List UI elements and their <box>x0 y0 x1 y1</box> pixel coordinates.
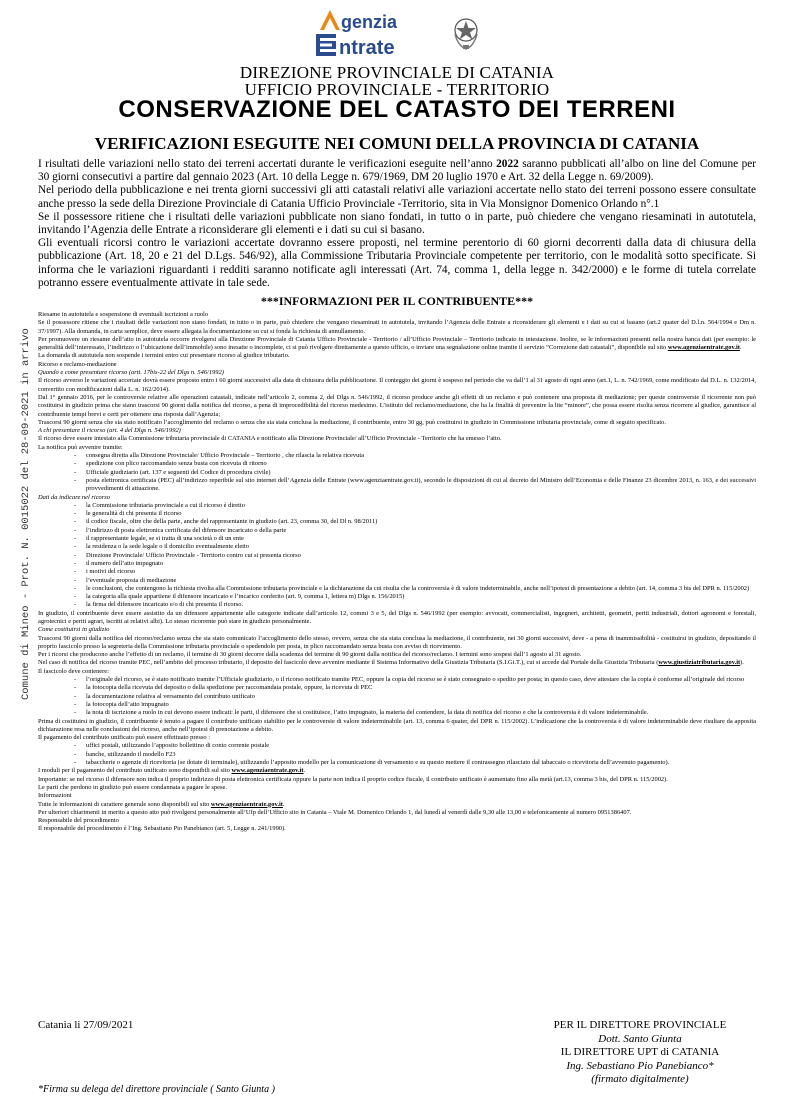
payment-list <box>38 742 756 767</box>
page-subtitle: VERIFICAZIONI ESEGUITE NEI COMUNI DELLA PROVINCIA DI CATANIA <box>94 134 700 153</box>
signature-line: Ing. Sebastiano Pio Panebianco* <box>566 1059 714 1072</box>
info-paragraph: Nel caso di notifica del ricorso tramite PEC, nell’ambito del processo tributario, il deposito del fascicolo deve avvenire mediante il Sistema Informativo della Giustizia Tributaria (S.I.Gi.T.), cui si accede dal Portale della Giustizia Tributaria (www.giustiziatributaria.gov.it). <box>38 659 744 667</box>
signature-line: Dott. Santo Giunta <box>598 1032 682 1045</box>
info-paragraph: La notifica può avvenire tramite: <box>38 443 123 451</box>
intro-paragraph: Gli eventuali ricorsi contro le variazioni accertate dovranno essere proposti, nel termine perentorio di 60 giorni decorrenti dalla data di chiusura della pubblicazione (Art. 18, 20 e 21 del D.Lgs. 546/92), alla Commissione Tributaria Provinciale competente per territorio, con le modalità sotto specificate. Si informa che le variazioni riguardanti i redditi saranno notificate agli interessati (Art. 74, comma 1, della legge n. 342/2000) e le forme di tutela correlate potranno essere eventualmente attivate in tale sede. <box>38 237 756 289</box>
giustizia-link[interactable]: www.giustiziatributaria.gov.it <box>658 659 741 667</box>
info-paragraph: Per promuovere un riesame dell’atto in autotutela occorre rivolgersi alla Direzione Provinciale di Catania Ufficio Provinciale - Territorio / all’Ufficio Provinciale – Territorio indicato in intestazione. Inoltre, se le informazioni presenti nella nostra banca dati (per esempio: le generalità dell’interessato, l’indirizzo o l’ubicazione dell’immobile) sono inesatte o incomplete, ci si può rivolgere direttamente a questo ufficio, o inviare una segnalazione online tramite il servizio “Correzione dati catastali”, disponibile sul sito www.agenziaentrate.gov.it. <box>38 335 756 352</box>
info-paragraph: Le parti che perdono in giudizio può essere condannata a pagare le spese. <box>38 783 227 791</box>
info-paragraph: Il ricorso avverso le variazioni accertate dovrà essere proposto entro i 60 giorni successivi alla data di chiusura della pubblicazione. Il conteggio dei giorni è sospeso nel periodo che va dall’1 al 31 agosto di ogni anno (art.1, L. n. 742/1969, come modificato dal D.L. n. 132/2014, convertito con modificazioni dalla L. n. 162/2014). <box>38 377 756 393</box>
list-item: - le generalità di chi presenta il ricorso <box>86 510 756 518</box>
logo-text-1: genzia <box>341 12 398 32</box>
info-paragraph: Il fascicolo deve contenere: <box>38 667 109 675</box>
header-ufficio: UFFICIO PROVINCIALE - TERRITORIO <box>244 80 550 99</box>
list-item: - la firma del difensore incaricato e/o di chi presenta il ricorso. <box>86 601 756 609</box>
list-item: - il codice fiscale, oltre che della parte, anche del rappresentante in giudizio (art. 23, comma 30, del Dl n. 98/2011) <box>86 518 756 526</box>
list-item: - consegna diretta alla Direzione Provinciale/ Ufficio Provinciale – Territorio , che rilascia la relativa ricevuta <box>86 452 756 460</box>
info-paragraph: Il pagamento del contributo unificato può essere effettuato presso : <box>38 734 211 742</box>
info-paragraph: La domanda di autotutela non sospende i termini entro cui presentare ricorso al giudice tributario. <box>38 352 290 360</box>
info-paragraph: Per ulteriori chiarimenti in merito a questo atto può rivolgersi personalmente all’Ufp dell’Ufficio sito in Catania – Viale M. Domenico Orlando 1, dal lunedì al venerdì dalle 9,30 alle 13,00 e telefonicamente al numero 0951386407. <box>38 808 632 816</box>
info-body <box>38 311 756 834</box>
info-paragraph: Prima di costituirsi in giudizio, il contribuente è tenuto a pagare il contributo unificato stabilito per le controversie di valore indeterminabile (art. 13, comma 6 quater, del DPR n. 115/2002). L’indicazione che la controversia è di valore indeterminabile deve risultare da apposita dichiarazione resa nelle conclusioni del ricorso, anche nell’ipotesi di prenotazione a debito. <box>38 717 756 733</box>
section-heading: Informazioni <box>38 792 72 800</box>
list-item: - la residenza o la sede legale o il domicilio eventualmente eletto <box>86 543 756 551</box>
list-item: - la fotocopia della ricevuta del deposito o della spedizione per raccomandata postale, oppure, la ricevuta di PEC <box>86 684 756 692</box>
info-section-title: ***INFORMAZIONI PER IL CONTRIBUENTE*** <box>260 294 534 308</box>
protocol-stamp-text: Comune di Mineo - Prot. N. 0015022 del 28-09-2021 in arrivo <box>20 328 32 700</box>
list-item: - l’originale del ricorso, se è stato notificato tramite l’Ufficiale giudiziario, o il ricorso notificato tramite PEC, oppure la copia del ricorso se è stato consegnato o spedito per posta; in questo caso, deve attestare che la copia è conforme all’originale del ricorso <box>86 676 756 684</box>
signature-line: (firmato digitalmente) <box>591 1073 689 1085</box>
site-link[interactable]: www.agenziaentrate.gov.it <box>231 767 304 775</box>
info-paragraph: I moduli per il pagamento del contributo unificato sono disponibili sul sito www.agenziaentrate.gov.it. <box>38 767 306 775</box>
signature-line: PER IL DIRETTORE PROVINCIALE <box>553 1019 727 1031</box>
info-paragraph: Il ricorso deve essere intestato alla Commissione tributaria provinciale di CATANIA e notificato alla Direzione Provinciale/ all’Ufficio Provinciale - Territorio che ha emesso l’atto. <box>38 435 502 443</box>
info-paragraph: Dal 1° gennaio 2016, per le controversie relative alle operazioni catastali, indicate nell’articolo 2, comma 2, del Dlgs n. 546/1992, il ricorso produce anche gli effetti di un reclamo e può contenere una proposta di mediazione; per queste controversie il ricorrente non può costituirsi in giudizio prima che siano trascorsi 90 giorni dalla notifica del ricorso, a pena di improcedibilità del ricorso medesimo. L’istituto del reclamo/mediazione, che ha la finalità di prevenire la lite “minore”, che possa essere risolta senza ricorrere al giudice, garantisce al contribuente tempi brevi e certi per ottenere una risposta dall’Agenzia; <box>38 393 756 418</box>
list-item: - le conclusioni, che contengono la richiesta rivolta alla Commissione tributaria provinciale e la dichiarazione da cui risulta che la controversia è di valore indeterminabile, anche nell’ipotesi di presentazione a debito (art. 14, comma 3 bis del DPR n. 115/2002) <box>86 585 756 593</box>
signature-line: IL DIRETTORE UPT di CATANIA <box>560 1046 720 1058</box>
list-item: - Direzione Provinciale/ Ufficio Provinciale - Territorio contro cui si presenta ricorso <box>86 552 756 560</box>
fascicolo-list <box>38 676 756 717</box>
signature-block <box>520 1019 760 1087</box>
footnote: *Firma su delega del direttore provinciale ( Santo Giunta ) <box>38 1084 275 1095</box>
list-item: - la categoria alla quale appartiene il difensore incaricato e l’incarico conferito (art. 9, comma 1, lettera m) Dlgs n. 156/2015) <box>86 593 756 601</box>
list-item: - l’indirizzo di posta elettronica certificata del difensore incaricato o della parte <box>86 527 756 535</box>
section-heading: Riesame in autotutela e sospensione di eventuali iscrizioni a ruolo <box>38 311 209 318</box>
info-paragraph: Trascorsi 90 giorni dalla notifica del ricorso/reclamo senza che sia stato comunicato l’accoglimento dello stesso, ovvero, senza che sia stata conclusa la mediazione, il contribuente, nei 30 giorni successivi, deve - a pena di inammissibilità - costituirsi in giudizio, depositando il proprio fascicolo presso la segreteria della Commissione tributaria provinciale o spedendolo per posta, in plico raccomandato senza busta con avviso di ricevimento. <box>38 634 756 650</box>
page-title: CONSERVAZIONE DEL CATASTO DEI TERRENI <box>118 96 676 123</box>
data-list <box>38 502 756 610</box>
protocol-stamp <box>6 328 32 700</box>
info-paragraph: Se il possessore ritiene che i risultati delle variazioni non siano fondati, in tutto o in parte, può chiedere che vengano riesaminati in autotutela, invitando l’Agenzia delle Entrate a riconsiderare gli elementi e i dati su cui si basano (art.2 quater del D.l.n. 564/1994 e Dm n. 37/1997). Alla domanda, in carta semplice, deve essere allegata la documentazione su cui si fonda la richiesta di annullamento. <box>38 319 756 335</box>
section-subheading: A chi presentare il ricorso (art. 4 del Dlgs n. 546/1992) <box>38 427 181 435</box>
info-paragraph: Tutte le informazioni di carattere generale sono disponibili sul sito www.agenziaentrate.gov.it. <box>38 800 285 808</box>
intro-paragraph: Nel periodo della pubblicazione e nei trenta giorni successivi gli atti catastali relativi alle variazioni accertate nello stato dei terreni possono essere consultate anche presso la sede della Direzione Provinciale di Catania Ufficio Provinciale -Territorio, sita in Via Monsignor Domenico Orlando n°.1 <box>38 184 756 210</box>
list-item: - la fotocopia dell’atto impugnato <box>86 701 756 709</box>
site-link[interactable]: www.agenziaentrate.gov.it <box>210 800 283 808</box>
list-item: - uffici postali, utilizzando l’apposito bollettino di conto corrente postale <box>86 742 756 750</box>
italian-republic-emblem-icon <box>452 12 480 52</box>
header-direzione: DIREZIONE PROVINCIALE DI CATANIA <box>239 63 555 82</box>
info-paragraph: In giudizio, il contribuente deve essere assistito da un difensore appartenente alle categorie indicate dall’articolo 12, commi 3 e 5, del Dlgs n. 546/1992 (per esempio: avvocati, commercialisti, ingegneri, architetti, geometri, periti industriali, dottori agronomi e forestali, agrotecnici e periti agrari, iscritti ai relativi albi). Lo stesso ricorrente può stare in giudizio personalmente. <box>38 609 756 625</box>
intro-paragraph: I risultati delle variazioni nello stato dei terreni accertati durante le verificazioni eseguite nell’anno 2022 saranno pubblicati all’albo on line del Comune per 30 giorni consecutivi a partire dal gennaio 2023 (Art. 10 della Legge n. 679/1969, DM 20 luglio 1970 e Art. 32 della Legge n. 69/2009). <box>38 158 757 184</box>
section-heading: Come costituirsi in giudizio <box>38 626 110 634</box>
notify-list <box>38 452 756 493</box>
document-date: Catania li 27/09/2021 <box>38 1019 134 1031</box>
info-paragraph: Trascorsi 90 giorni senza che sia stato notificato l’accoglimento del reclamo o senza che sia stata conclusa la mediazione, il contribuente, entro 30 gg, può costituirsi in giudizio in Commissione tributaria provinciale, come di seguito specificato. <box>38 418 666 426</box>
list-item: - spedizione con plico raccomandato senza busta con ricevuta di ritorno <box>86 460 756 468</box>
section-subheading: Quando e come presentare ricorso (artt. 17bis-22 del Dlgs n. 546/1992) <box>38 369 224 377</box>
list-item: - banche, utilizzando il modello F23 <box>86 751 756 759</box>
intro-paragraph: Se il possessore ritiene che i risultati delle variazioni pubblicate non siano fondati, in tutto o in parte, può chiedere che vengano riesaminati in autotutela, invitando l’Agenzia delle Entrate a riconsiderare gli elementi e i dati su cui si basano. <box>38 210 756 237</box>
section-heading: Ricorso e reclamo-mediazione <box>38 360 117 368</box>
year: 2022 <box>496 158 519 170</box>
list-item: - la Commissione tributaria provinciale a cui il ricorso è diretto <box>86 502 756 510</box>
section-subheading: Dati da indicare nel ricorso <box>38 493 110 501</box>
intro-text <box>38 158 756 290</box>
list-item: - il numero dell’atto impugnato <box>86 560 756 568</box>
logo-text-2: ntrate <box>339 37 395 58</box>
list-item: - Ufficiale giudiziario (art. 137 e seguenti del Codice di procedura civile) <box>86 469 756 477</box>
list-item: - i motivi del ricorso <box>86 568 756 576</box>
agenzia-entrate-logo <box>310 8 460 58</box>
list-item: - posta elettronica certificata (PEC) all’indirizzo reperibile sul sito internet dell’Agenzia delle Entrate (www.agenziaentrate.gov.it), secondo le disposizioni di cui al decreto del Ministro dell’Economia e delle Finanze 23 dicembre 2013, n. 163, e dei successivi provvedimenti di attuazione. <box>86 477 756 494</box>
section-heading: Responsabile del procedimento <box>38 817 119 825</box>
info-paragraph: Per i ricorsi che producono anche l’effetto di un reclamo, il termine di 30 giorni decorre dalla scadenza del termine di 90 giorni dalla notifica del ricorso/reclamo. I termini sono sospesi dall’1 agosto al 31 agosto. <box>38 651 582 659</box>
site-link[interactable]: www.agenziaentrate.gov.it <box>667 344 740 352</box>
info-paragraph: Importante: se nel ricorso il difensore non indica il proprio indirizzo di posta elettronica certificata oppure la parte non indica il proprio codice fiscale, il contributo unificato è aumentato fino alla metà (art.13, comma 3 bis, del DPR n. 115/2002). <box>38 775 668 783</box>
agenzia-entrate-logo-graphic <box>310 8 460 58</box>
list-item: - l’eventuale proposta di mediazione <box>86 577 756 585</box>
info-paragraph: Il responsabile del procedimento è l’Ing. Sebastiano Pio Panebianco (art. 5, Legge n. 241/1990). <box>38 825 286 833</box>
list-item: - tabaccherie o agenzie di ricevitoria (se dotate di terminale), utilizzando l’apposito modello per la comunicazione di versamento e su questo mettere il contrassegno rilasciato dal tabaccaio o ricevitoria dell’avvenuto pagamento). <box>86 759 756 767</box>
list-item: - il rappresentante legale, se si tratta di una società o di un ente <box>86 535 756 543</box>
list-item: - la nota di iscrizione a ruolo in cui devono essere indicati: le parti, il difensore che si costituisce, l’atto impugnato, la materia del contendere, la data di notifica del ricorso e che la controversia è di valore indeterminabile. <box>86 709 756 717</box>
list-item: - la documentazione relativa al versamento del contributo unificato <box>86 693 756 701</box>
